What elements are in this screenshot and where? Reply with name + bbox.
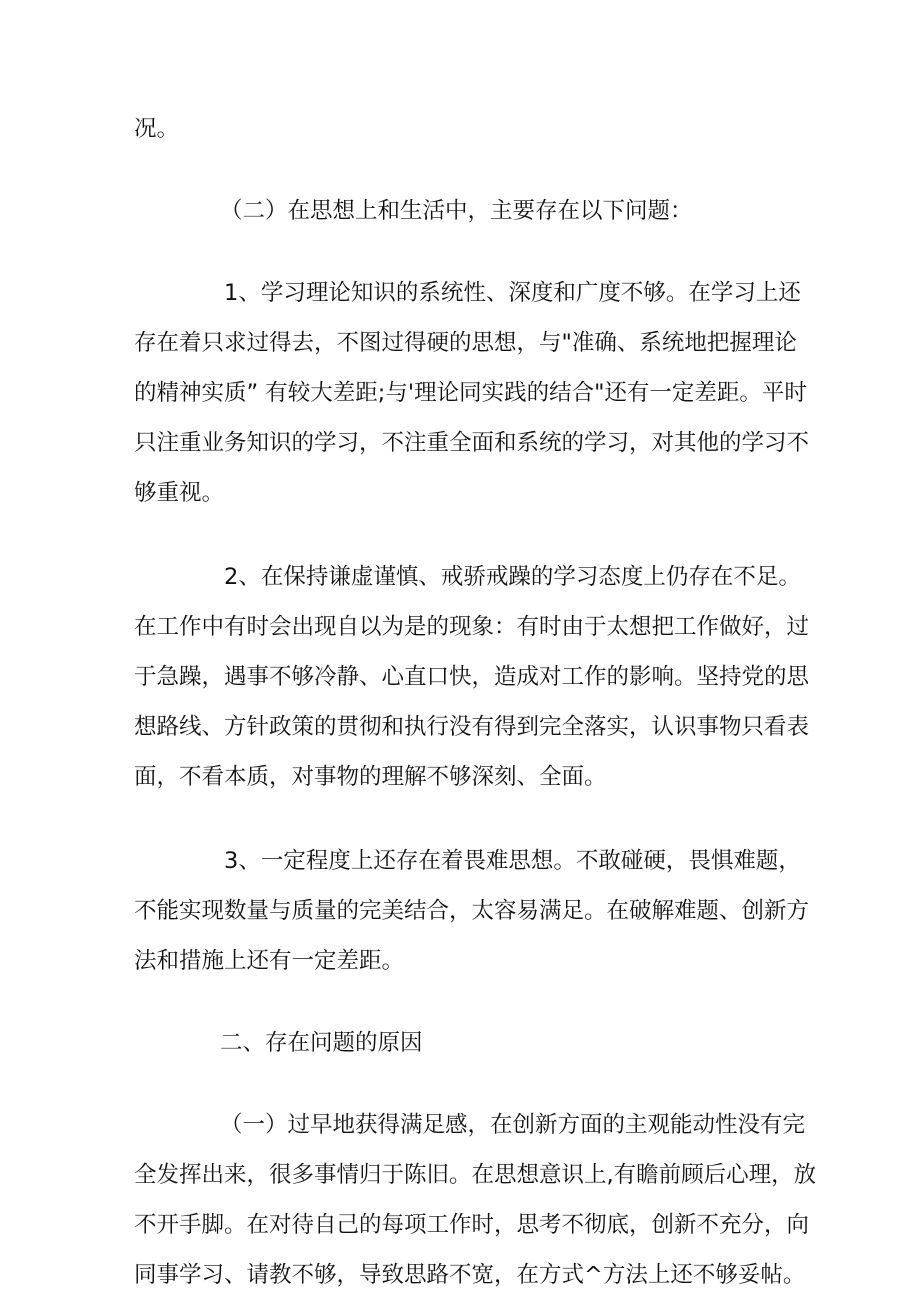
text-line: 想路线、方针政策的贯彻和执行没有得到完全落实，认识事物只看表 [134, 714, 810, 740]
text-line: 全发挥出来，很多事情归于陈旧。在思想意识上,有瞻前顾后心理，放 [134, 1162, 817, 1188]
text-line: 在工作中有时会出现自以为是的现象：有时由于太想把工作做好，过 [134, 614, 810, 640]
section-heading-causes [134, 1018, 782, 1068]
text-line: 的精神实质” 有较大差距;与'理论同实践的结合"还有一定差距。平时 [134, 380, 807, 406]
text-line: 3、一定程度上还存在着畏难思想。不敢碰硬，畏惧难题， [224, 848, 801, 874]
paragraph-cause-1 [134, 1100, 817, 1300]
text-line: 同事学习、请教不够，导致思路不宽，在方式^方法上还不够妥帖。 [134, 1262, 806, 1288]
text-line: （二）在思想上和生活中，主要存在以下问题： [220, 198, 693, 224]
text-line: 不能实现数量与质量的完美结合，太容易满足。在破解难题、创新方 [134, 898, 810, 924]
paragraph-item-2 [134, 552, 810, 802]
text-line: 存在着只求过得去，不图过得硬的思想，与"准确、系统地把握理论 [134, 330, 797, 356]
text-line: 于急躁，遇事不够冷静、心直口快，造成对工作的影响。坚持党的思 [134, 664, 810, 690]
text-line: 法和措施上还有一定差距。 [134, 948, 405, 974]
text-line: 2、在保持谦虚谨慎、戒骄戒躁的学习态度上仍存在不足。 [224, 564, 801, 590]
text-line: 够重视。 [134, 480, 225, 506]
text-line: 1、学习理论知识的系统性、深度和广度不够。在学习上还 [224, 280, 801, 306]
text-line: 只注重业务知识的学习，不注重全面和系统的学习，对其他的学习不 [134, 430, 810, 456]
text-line: （一）过早地获得满足感，在创新方面的主观能动性没有完 [220, 1112, 806, 1138]
subheading-thought-life [134, 186, 782, 236]
text-line: 不开手脚。在对待自己的每项工作时，思考不彻底，创新不充分，向 [134, 1212, 810, 1238]
text-line: 二、存在问题的原因 [220, 1030, 423, 1056]
paragraph-item-1 [134, 268, 810, 518]
document-body [134, 104, 817, 1300]
text-line: 况。 [134, 116, 180, 142]
text-line: 面，不看本质，对事物的理解不够深刻、全面。 [134, 764, 607, 790]
paragraph-continuation [134, 104, 782, 154]
paragraph-item-3 [134, 836, 810, 986]
